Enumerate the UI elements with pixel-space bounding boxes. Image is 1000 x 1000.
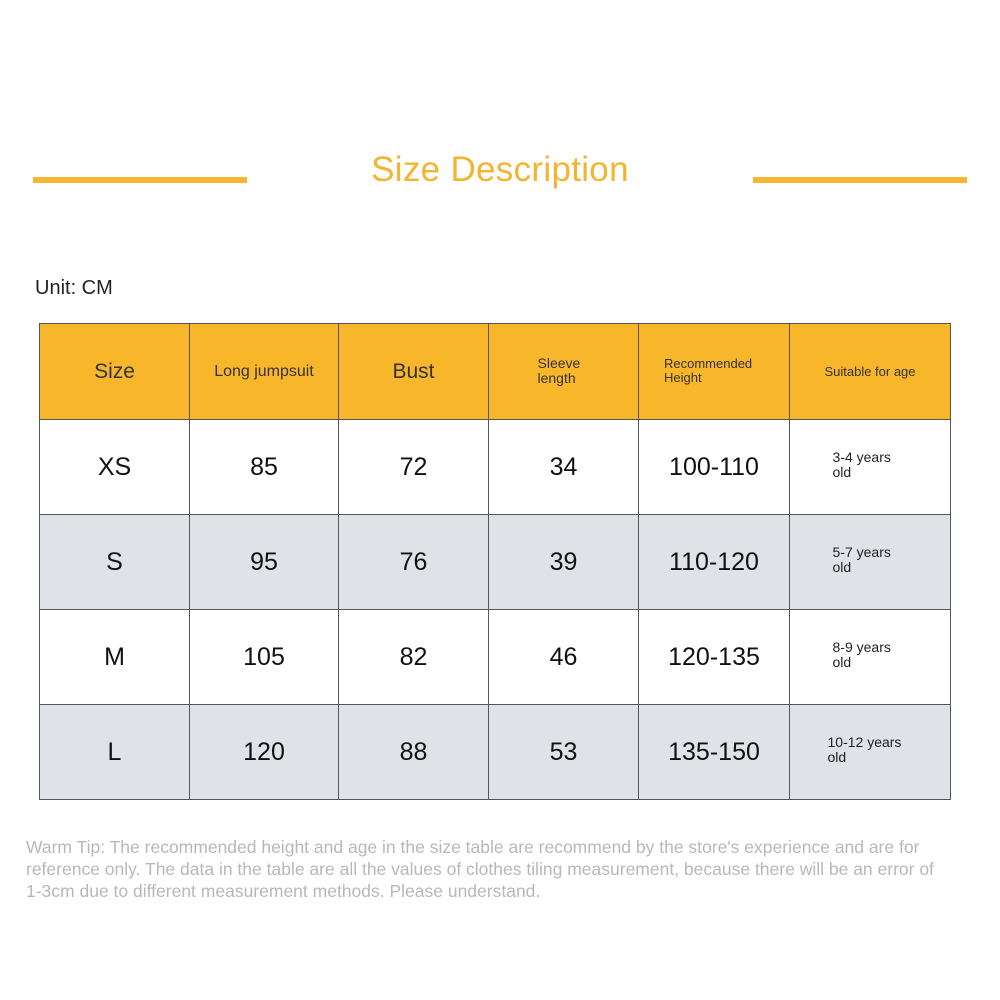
header-bust: Bust: [339, 324, 489, 420]
cell-sleeve-length: 46: [489, 610, 639, 705]
cell-age: 8-9 years old: [790, 610, 951, 705]
title-divider-right: [753, 177, 967, 183]
cell-sleeve-length: 53: [489, 705, 639, 800]
cell-long-jumpsuit: 120: [190, 705, 339, 800]
header-sleeve-length: Sleeve length: [489, 324, 639, 420]
cell-recommended-height: 110-120: [639, 515, 790, 610]
header-suitable-for-age: Suitable for age: [790, 324, 951, 420]
cell-bust: 82: [339, 610, 489, 705]
cell-long-jumpsuit: 105: [190, 610, 339, 705]
cell-size: L: [40, 705, 190, 800]
table-row: [40, 705, 951, 800]
cell-recommended-height: 120-135: [639, 610, 790, 705]
cell-long-jumpsuit: 85: [190, 420, 339, 515]
unit-label: Unit: CM: [35, 277, 113, 299]
title-divider-left: [33, 177, 247, 183]
cell-age: 3-4 years old: [790, 420, 951, 515]
cell-recommended-height: 135-150: [639, 705, 790, 800]
cell-bust: 72: [339, 420, 489, 515]
page-title: Size Description: [371, 150, 629, 189]
cell-long-jumpsuit: 95: [190, 515, 339, 610]
warm-tip-text: Warm Tip: The recommended height and age in the size table are recommend by the store's experience and are for reference only. The data in the table are all the values of clothes tiling measurement, because there will be an error of 1-3cm due to different measurement methods. Please understand.: [26, 837, 934, 901]
table-row: [40, 610, 951, 705]
cell-bust: 88: [339, 705, 489, 800]
table-header-row: [40, 324, 951, 420]
cell-sleeve-length: 34: [489, 420, 639, 515]
header-long-jumpsuit: Long jumpsuit: [190, 324, 339, 420]
cell-size: S: [40, 515, 190, 610]
table-row: [40, 515, 951, 610]
cell-size: XS: [40, 420, 190, 515]
cell-recommended-height: 100-110: [639, 420, 790, 515]
cell-sleeve-length: 39: [489, 515, 639, 610]
header-recommended-height: Recommended Height: [639, 324, 790, 420]
header-size: Size: [40, 324, 190, 420]
size-table: [39, 323, 951, 800]
cell-age: 10-12 years old: [790, 705, 951, 800]
table-row: [40, 420, 951, 515]
cell-size: M: [40, 610, 190, 705]
cell-bust: 76: [339, 515, 489, 610]
cell-age: 5-7 years old: [790, 515, 951, 610]
